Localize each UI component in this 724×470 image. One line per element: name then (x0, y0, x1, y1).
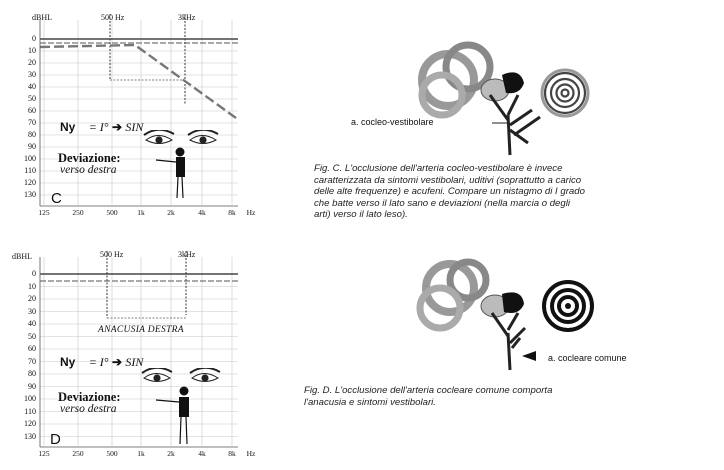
nystagmus-label: Ny (60, 355, 76, 369)
x-unit: Hz (246, 449, 256, 458)
y-tick: 90 (28, 142, 36, 151)
y-tick: 80 (28, 369, 36, 378)
ear-label-d: a. cocleare comune (548, 353, 627, 363)
x-tick: 4k (198, 208, 206, 217)
y-tick: 50 (28, 94, 36, 103)
audiogram-d-500hz-marker: 500 Hz (100, 250, 124, 259)
deviation-sub-c: verso destra (60, 164, 117, 176)
caption-c-line: arti) verso il lato leso). (314, 209, 408, 220)
y-tick: 10 (28, 46, 36, 55)
x-tick: 4k (198, 449, 206, 458)
audiogram-c-3khz-marker: 3kHz (178, 13, 196, 22)
ear-label-c: a. cocleo-vestibolare (351, 117, 434, 127)
x-tick: 2k (167, 208, 175, 217)
x-tick: 8k (228, 208, 236, 217)
y-tick: 100 (24, 154, 36, 163)
y-tick: 110 (24, 166, 36, 175)
y-tick: 30 (28, 70, 36, 79)
nystagmus-degree: = I° (88, 355, 109, 369)
arrow-right-icon: ➔ (111, 355, 122, 369)
y-tick: 80 (28, 130, 36, 139)
caption-c-line: delle alte frequenze) e acufeni. Compare un nistagmo di I grado (314, 186, 585, 197)
y-tick: 20 (28, 58, 36, 67)
anacusia-label: ANACUSIA DESTRA (98, 325, 184, 335)
eyes-figure-d-icon (138, 368, 230, 448)
caption-c-line: che batte verso il lato sano e deviazioni (nella marcia o degli (314, 197, 570, 209)
x-unit: Hz (246, 208, 256, 217)
nystagmus-d (60, 355, 143, 370)
deviation-title-c: Deviazione: (58, 151, 121, 165)
y-tick: 60 (28, 344, 36, 353)
x-tick: 125 (38, 449, 50, 458)
audiogram-d-3khz-marker: 3kHz (178, 250, 196, 259)
x-tick: 1k (137, 208, 145, 217)
caption-d-line: Fig. D. L'occlusione dell'arteria cocleare comune comporta (304, 385, 553, 396)
panel-letter-c: C (51, 190, 62, 207)
x-tick: 1k (137, 449, 145, 458)
y-tick: 40 (28, 82, 36, 91)
y-tick: 120 (24, 178, 36, 187)
caption-c (314, 163, 718, 221)
deviation-sub-d: verso destra (60, 403, 117, 415)
caption-c-line: caratterizzata da sintomi vestibolari, uditivi (soprattutto a carico (314, 174, 582, 186)
caption-c-line: Fig. C. L'occlusione dell'arteria cocleo-vestibolare è invece (314, 163, 563, 174)
panel-letter-d: D (50, 431, 61, 448)
nystagmus-direction: SIN (125, 120, 144, 134)
caption-d-line: l'anacusia e sintomi vestibolari. (304, 396, 436, 408)
deviation-title-d: Deviazione: (58, 390, 121, 404)
x-tick: 125 (38, 208, 50, 217)
y-tick: 90 (28, 381, 36, 391)
y-tick: 0 (32, 269, 36, 278)
caption-d (304, 385, 718, 408)
y-tick: 70 (28, 118, 36, 127)
y-tick: 10 (28, 281, 36, 291)
x-tick: 8k (228, 449, 236, 458)
x-tick: 250 (72, 449, 84, 458)
y-tick: 40 (28, 319, 36, 328)
arrow-right-icon: ➔ (111, 120, 122, 134)
x-tick: 500 (106, 208, 118, 217)
eyes-figure-c-icon (140, 130, 230, 200)
audiogram-c-500hz-marker: 500 Hz (101, 13, 125, 22)
y-tick: 20 (28, 294, 36, 303)
y-tick: 50 (28, 331, 36, 341)
y-tick: 100 (24, 394, 36, 403)
x-tick: 250 (72, 208, 84, 217)
audiogram-d-unit: dBHL (12, 252, 32, 261)
y-tick: 110 (24, 406, 36, 416)
y-tick: 60 (28, 106, 36, 115)
nystagmus-direction: SIN (125, 355, 144, 369)
y-tick: 70 (28, 356, 36, 366)
x-tick: 2k (167, 449, 175, 458)
y-tick: 30 (28, 306, 36, 316)
y-tick: 130 (24, 190, 36, 199)
nystagmus-label: Ny (60, 120, 76, 134)
audiogram-c-unit: dBHL (32, 13, 52, 22)
y-tick: 0 (32, 34, 36, 43)
y-tick: 130 (24, 431, 36, 441)
nystagmus-degree: = I° (88, 120, 109, 134)
nystagmus-c (60, 120, 143, 135)
x-tick: 500 (106, 449, 118, 458)
y-tick: 120 (24, 419, 36, 428)
inner-ear-diagram-c-icon (410, 35, 610, 160)
